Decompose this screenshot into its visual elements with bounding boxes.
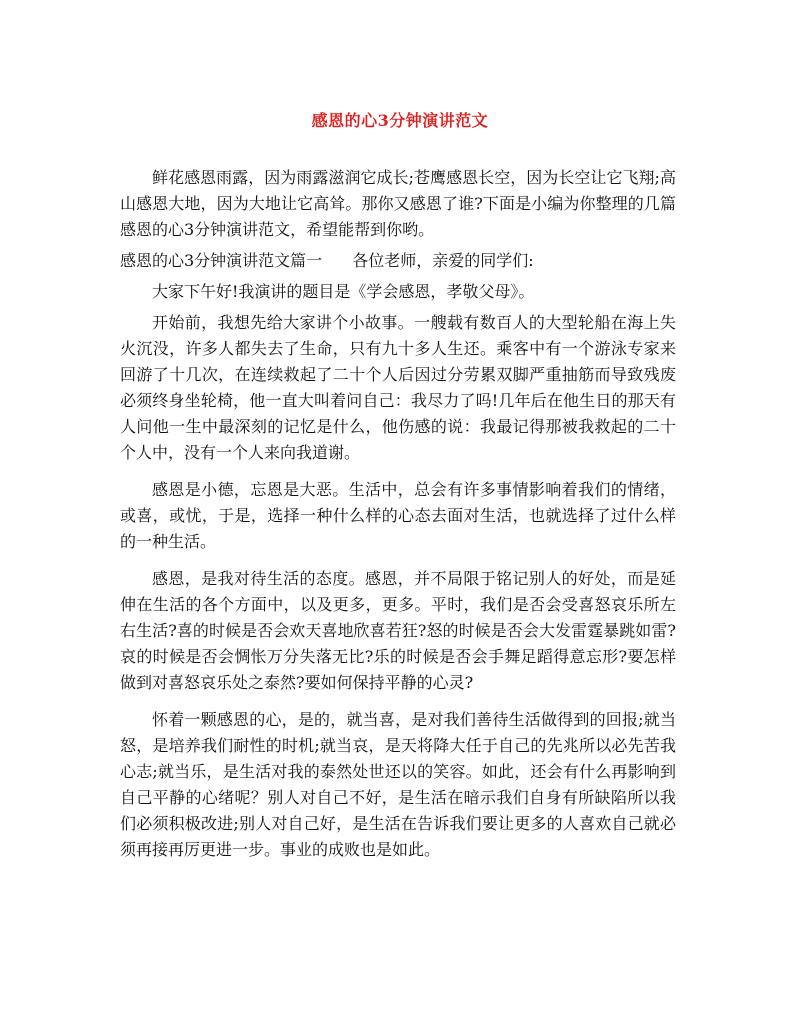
section-heading-line <box>120 248 676 274</box>
section-heading: 感恩的心3分钟演讲范文篇一 <box>120 251 323 270</box>
body-paragraph: 开始前，我想先给大家讲个小故事。一艘载有数百人的大型轮船在海上失火沉没，许多人都失去了生命，只有九十多人生还。乘客中有一个游泳专家来回游了十几次，在连续救起了二十个人后因过分劳累双脚严重抽筋而导致残废必须终身坐轮椅，他一直大叫着问自己：我尽力了吗!几年后在他生日的那天有人问他一生中最深刻的记忆是什么，他伤感的说：我最记得那被我救起的二十个人中，没有一个人来向我道谢。 <box>120 313 676 462</box>
body-paragraph: 大家下午好!我演讲的题目是《学会感恩，孝敬父母》。 <box>152 282 535 301</box>
document-body <box>120 165 676 874</box>
intro-paragraph: 鲜花感恩雨露，因为雨露滋润它成长;苍鹰感恩长空，因为长空让它飞翔;高山感恩大地，因为大地让它高耸。那你又感恩了谁?下面是小编为你整理的几篇感恩的心3分钟演讲范文，希望能帮到你哟。 <box>120 168 676 239</box>
salutation: 各位老师，亲爱的同学们: <box>352 251 534 270</box>
body-paragraph: 怀着一颗感恩的心，是的，就当喜，是对我们善待生活做得到的回报;就当怒，是培养我们耐性的时机;就当哀，是天将降大任于自己的先兆所以必先苦我心志;就当乐，是生活对我的泰然处世还以的笑容。如此，还会有什么再影响到自己平静的心绪呢？别人对自己不好，是生活在暗示我们自身有所缺陷所以我们必须积极改进;别人对自己好，是生活在告诉我们要让更多的人喜欢自己就必须再接再厉更进一步。事业的成败也是如此。 <box>120 710 676 859</box>
body-paragraph: 感恩是小德，忘恩是大恶。生活中，总会有许多事情影响着我们的情绪，或喜，或忧，于是，选择一种什么样的心态去面对生活，也就选择了过什么样的一种生活。 <box>120 480 676 551</box>
body-paragraph: 感恩，是我对待生活的态度。感恩，并不局限于铭记别人的好处，而是延伸在生活的各个方面中，以及更多，更多。平时，我们是否会受喜怒哀乐所左右生活?喜的时候是否会欢天喜地欣喜若狂?怒的时候是否会大发雷霆暴跳如雷?哀的时候是否会惆怅万分失落无比?乐的时候是否会手舞足蹈得意忘形?要怎样做到对喜怒哀乐处之泰然?要如何保持平静的心灵? <box>120 569 676 692</box>
document-title: 感恩的心3分钟演讲范文 <box>311 111 489 130</box>
